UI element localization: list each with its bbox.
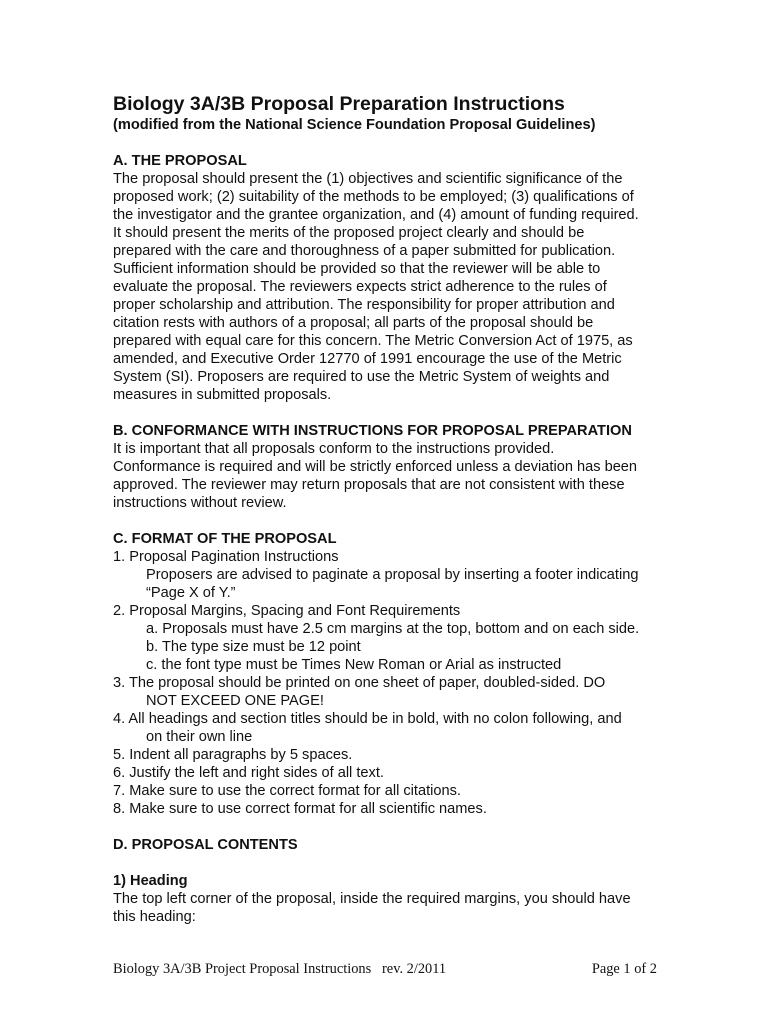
format-subitem: a. Proposals must have 2.5 cm margins at the top, bottom and on each side. <box>146 621 640 637</box>
section-a-heading: A. THE PROPOSAL <box>113 153 247 169</box>
format-item: 6. Justify the left and right sides of all text. <box>113 765 384 781</box>
section-d <box>113 836 673 926</box>
section-b-line: It is important that all proposals conform to the instructions provided. <box>113 441 555 457</box>
section-c <box>113 530 673 818</box>
footer-page-number: Page 1 of 2 <box>591 961 657 977</box>
format-item: 8. Make sure to use correct format for all scientific names. <box>113 801 487 817</box>
format-item: 4. All headings and section titles should be in bold, with no colon following, and <box>113 711 622 727</box>
page-content <box>113 92 673 944</box>
format-list <box>113 548 673 818</box>
format-item: 2. Proposal Margins, Spacing and Font Requirements <box>113 603 461 619</box>
section-a-line: It should present the merits of the proposed project clearly and should be <box>113 225 585 241</box>
format-item-continuation: on their own line <box>146 729 253 745</box>
format-item-continuation: NOT EXCEED ONE PAGE! <box>146 693 324 709</box>
section-d-line: this heading: <box>113 909 196 925</box>
section-a-line: proper scholarship and attribution. The responsibility for proper attribution and <box>113 297 615 313</box>
section-b-line: Conformance is required and will be strictly enforced unless a deviation has been <box>113 459 638 475</box>
section-d-heading: D. PROPOSAL CONTENTS <box>113 837 298 853</box>
section-a-line: prepared with the care and thoroughness of a paper submitted for publication. <box>113 243 616 259</box>
document-subtitle: (modified from the National Science Foundation Proposal Guidelines) <box>113 117 596 133</box>
section-d-line: The top left corner of the proposal, inside the required margins, you should have <box>113 891 631 907</box>
format-item: 7. Make sure to use the correct format for all citations. <box>113 783 461 799</box>
section-a-line: measures in submitted proposals. <box>113 387 332 403</box>
section-a-line: System (SI). Proposers are required to use the Metric System of weights and <box>113 369 610 385</box>
section-a-line: Sufficient information should be provided so that the reviewer will be able to <box>113 261 601 277</box>
section-a-line: proposed work; (2) suitability of the methods to be employed; (3) qualifications of <box>113 189 634 205</box>
footer-document-label: Biology 3A/3B Project Proposal Instructions rev. 2/2011 <box>113 961 447 977</box>
format-subitem: c. the font type must be Times New Roman or Arial as instructed <box>146 657 562 673</box>
section-b <box>113 422 673 512</box>
section-a-line: prepared with equal care for this concern. The Metric Conversion Act of 1975, as <box>113 333 633 349</box>
section-a-line: The proposal should present the (1) objectives and scientific significance of the <box>113 171 623 187</box>
section-a-line: citation rests with authors of a proposal; all parts of the proposal should be <box>113 315 594 331</box>
format-subitem: “Page X of Y.” <box>146 585 236 601</box>
section-a-line: amended, and Executive Order 12770 of 1991 encourage the use of the Metric <box>113 351 622 367</box>
format-item: 1. Proposal Pagination Instructions <box>113 549 339 565</box>
section-b-line: approved. The reviewer may return proposals that are not consistent with these <box>113 477 625 493</box>
section-a <box>113 152 673 404</box>
section-c-heading: C. FORMAT OF THE PROPOSAL <box>113 531 337 547</box>
section-a-line: evaluate the proposal. The reviewers expects strict adherence to the rules of <box>113 279 607 295</box>
format-subitem: Proposers are advised to paginate a proposal by inserting a footer indicating <box>146 567 639 583</box>
format-item: 5. Indent all paragraphs by 5 spaces. <box>113 747 353 763</box>
document-title: Biology 3A/3B Proposal Preparation Instructions <box>113 93 565 115</box>
section-b-line: instructions without review. <box>113 495 287 511</box>
format-subitem: b. The type size must be 12 point <box>146 639 361 655</box>
section-b-heading: B. CONFORMANCE WITH INSTRUCTIONS FOR PROPOSAL PREPARATION <box>113 423 632 439</box>
section-a-line: the investigator and the grantee organization, and (4) amount of funding required. <box>113 207 639 223</box>
section-d-subheading: 1) Heading <box>113 873 188 889</box>
format-item: 3. The proposal should be printed on one sheet of paper, doubled-sided. DO <box>113 675 606 691</box>
